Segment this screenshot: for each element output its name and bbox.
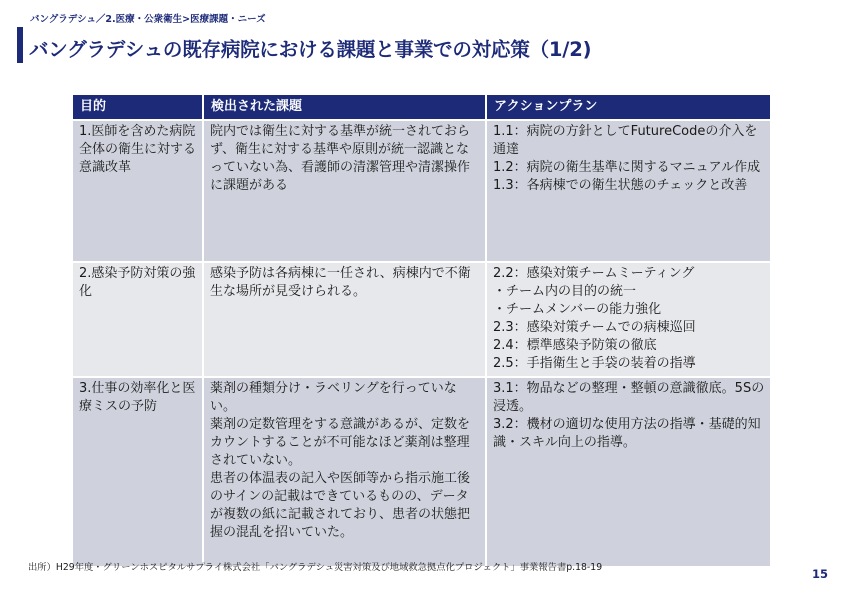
table-row bbox=[73, 120, 770, 262]
page-number: 15 bbox=[811, 567, 828, 581]
issue-cell bbox=[203, 120, 486, 262]
objective-cell bbox=[73, 120, 203, 262]
issue-text: 感染予防は各病棟に一任され、病棟内で不衛生な場所が見受けられる。 bbox=[210, 266, 471, 299]
column-header-issue: 検出された課題 bbox=[203, 95, 486, 120]
action-item: 3.1：物品などの整理・整頓の意識徹底。5Sの浸透。 bbox=[493, 381, 765, 414]
action-item: 1.1：病院の方針としてFutureCodeの介入を通達 bbox=[493, 124, 758, 157]
issue-cell bbox=[203, 377, 486, 567]
action-item: 2.4：標準感染予防策の徹底 bbox=[493, 338, 657, 353]
column-header-objective: 目的 bbox=[73, 95, 203, 120]
issue-text: 薬剤の種類分け・ラベリングを行っていない。 bbox=[210, 381, 457, 414]
page-title: バングラデシュの既存病院における課題と事業での対応策（1/2) bbox=[29, 38, 592, 61]
objective-text: 2.感染予防対策の強化 bbox=[79, 266, 196, 299]
issue-text: 院内では衛生に対する基準が統一されておらず、衛生に対する基準や原則が統一認識となっていない為、看護師の清潔管理や清潔操作に課題がある bbox=[210, 124, 471, 193]
table-header-row bbox=[73, 95, 770, 120]
action-item: 2.5：手指衛生と手袋の装着の指導 bbox=[493, 356, 696, 371]
action-cell bbox=[486, 262, 770, 377]
source-citation: 出所）H29年度・グリーンホスピタルサプライ株式会社「バングラデシュ災害対策及び地域救急拠点化プロジェクト」事業報告書p.18-19 bbox=[28, 562, 603, 573]
action-cell bbox=[486, 377, 770, 567]
issues-table bbox=[73, 95, 770, 568]
action-item: 1.2：病院の衛生基準に関するマニュアル作成 bbox=[493, 160, 761, 175]
objective-text: 1.医師を含めた病院全体の衛生に対する意識改革 bbox=[79, 124, 197, 175]
action-sub-item: ・チームメンバーの能力強化 bbox=[493, 302, 662, 317]
action-item: 2.2：感染対策チームミーティング bbox=[493, 266, 695, 281]
action-cell bbox=[486, 120, 770, 262]
issue-text: 薬剤の定数管理をする意識があるが、定数をカウントすることが不可能なほど薬剤は整理されていない。 bbox=[210, 417, 471, 468]
title-accent-bar bbox=[17, 27, 23, 63]
action-item: 3.2：機材の適切な使用方法の指導・基礎的知識・スキル向上の指導。 bbox=[493, 417, 761, 450]
objective-cell bbox=[73, 377, 203, 567]
issue-cell bbox=[203, 262, 486, 377]
issue-text: 患者の体温表の記入や医師等から指示施工後のサインの記載はできているものの、データが複数の紙に記載されており、患者の状態把握の混乱を招いていた。 bbox=[210, 471, 471, 540]
objective-text: 3.仕事の効率化と医療ミスの予防 bbox=[79, 381, 196, 414]
action-item: 2.3：感染対策チームでの病棟巡回 bbox=[493, 320, 696, 335]
action-item: 1.3：各病棟での衛生状態のチェックと改善 bbox=[493, 178, 748, 193]
objective-cell bbox=[73, 262, 203, 377]
action-sub-item: ・チーム内の目的の統一 bbox=[493, 284, 637, 299]
column-header-action-plan: アクションプラン bbox=[486, 95, 770, 120]
table-row bbox=[73, 262, 770, 377]
breadcrumb: バングラデシュ／2.医療・公衆衛生>医療課題・ニーズ bbox=[30, 14, 266, 25]
table-row bbox=[73, 377, 770, 567]
